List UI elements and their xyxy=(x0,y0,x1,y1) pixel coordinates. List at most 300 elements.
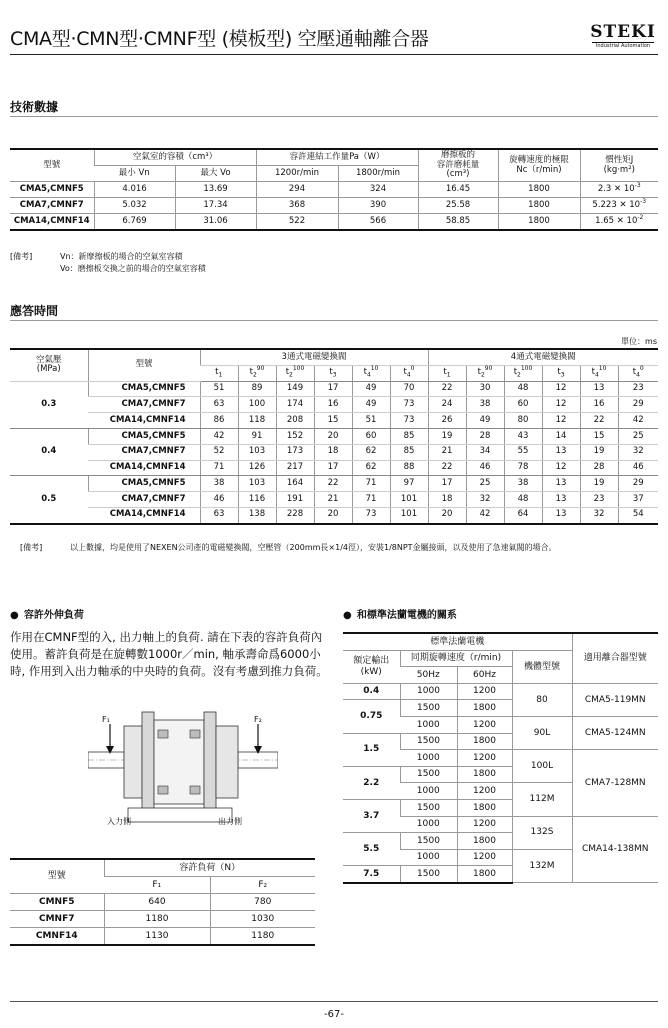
response-value: 13 xyxy=(542,492,580,508)
response-t-sup: 100 xyxy=(520,365,533,373)
response-pressure: 0.3 xyxy=(10,381,88,428)
response-value: 24 xyxy=(428,397,466,413)
response-col-model: 型號 xyxy=(88,349,200,381)
response-t-sup: 90 xyxy=(256,365,265,373)
response-value: 20 xyxy=(314,507,352,523)
response-pressure: 0.5 xyxy=(10,476,88,524)
page-title: CMA型·CMN型·CMNF型 (模板型) 空壓通軸離合器 xyxy=(10,28,429,50)
motor-r50: 1000 xyxy=(400,783,457,800)
response-value: 21 xyxy=(314,492,352,508)
response-heading-rule xyxy=(10,320,658,321)
motor-col-output xyxy=(343,650,400,683)
motor-frame: 132S xyxy=(512,816,572,849)
response-value: 25 xyxy=(466,476,504,492)
spec-vn: 4.016 xyxy=(94,182,175,198)
response-value: 20 xyxy=(314,428,352,444)
response-t-label xyxy=(200,365,238,381)
response-t-label xyxy=(542,365,580,381)
response-value: 173 xyxy=(276,444,314,460)
response-value: 48 xyxy=(504,381,542,397)
spec-nc: 1800 xyxy=(498,198,580,214)
response-row xyxy=(10,476,658,492)
logo-subtitle: Industrial Automation xyxy=(595,43,651,49)
spec-note-2: Vo：磨擦板交換之前的場合的空氣室容積 xyxy=(60,264,206,273)
response-t-sub: 2 xyxy=(517,372,521,379)
response-col-pressure-line2: (MPa) xyxy=(36,364,61,375)
response-value: 49 xyxy=(466,413,504,429)
motor-r60: 1800 xyxy=(457,866,512,883)
response-value: 64 xyxy=(504,507,542,523)
spec-col-inertia xyxy=(580,149,658,182)
response-unit: 單位：ms xyxy=(621,337,657,346)
response-value: 71 xyxy=(200,460,238,476)
response-t-sup: 100 xyxy=(292,365,305,373)
response-value: 12 xyxy=(542,460,580,476)
motor-col-50hz: 50Hz xyxy=(400,667,457,684)
response-value: 12 xyxy=(542,397,580,413)
response-value: 16 xyxy=(314,397,352,413)
response-t-base: t xyxy=(477,367,481,378)
response-value: 14 xyxy=(542,428,580,444)
spec-inertia xyxy=(580,214,658,231)
response-value: 91 xyxy=(238,428,276,444)
response-row xyxy=(10,397,658,413)
spec-p1800: 390 xyxy=(338,198,418,214)
spec-p1200: 368 xyxy=(256,198,338,214)
load-row xyxy=(10,911,315,928)
response-value: 101 xyxy=(390,507,428,523)
response-row xyxy=(10,381,658,397)
response-value: 101 xyxy=(390,492,428,508)
motor-r50: 1000 xyxy=(400,750,457,767)
load-row xyxy=(10,894,315,911)
spec-vo: 13.69 xyxy=(175,182,256,198)
response-t-sub: 3 xyxy=(332,372,337,379)
logo-brand: STEKI xyxy=(590,22,656,42)
motor-r50: 1000 xyxy=(400,849,457,866)
motor-frame: 132M xyxy=(512,849,572,883)
diagram-f2-label: F₂ xyxy=(254,715,262,724)
spec-col-speed-line1: 旋轉速度的極限 xyxy=(509,154,569,165)
header-divider xyxy=(10,54,658,55)
load-model: CMNF7 xyxy=(10,911,104,928)
footer-divider xyxy=(10,1001,658,1002)
response-model: CMA14,CMNF14 xyxy=(88,460,200,476)
response-value: 13 xyxy=(542,507,580,523)
motor-frame: 90L xyxy=(512,716,572,749)
response-value: 70 xyxy=(390,381,428,397)
response-value: 25 xyxy=(618,428,658,444)
response-t-label xyxy=(390,365,428,381)
response-value: 22 xyxy=(580,413,618,429)
load-model: CMNF5 xyxy=(10,894,104,911)
response-value: 63 xyxy=(200,397,238,413)
load-model: CMNF14 xyxy=(10,928,104,946)
response-t-label xyxy=(352,365,390,381)
spec-inertia xyxy=(580,198,658,214)
spec-col-wear xyxy=(418,149,498,182)
load-f1: 1180 xyxy=(104,911,210,928)
motor-heading: 和標準法蘭電機的關系 xyxy=(356,610,457,621)
spec-inertia-base: 2.3 ✕ 10 xyxy=(597,183,635,194)
response-value: 32 xyxy=(580,507,618,523)
response-t-base: t xyxy=(513,367,518,378)
response-value: 152 xyxy=(276,428,314,444)
spec-wear: 58.85 xyxy=(418,214,498,231)
spec-col-max-vo: 最大 Vo xyxy=(175,166,256,182)
motor-col-output-line2: (kW) xyxy=(360,666,382,677)
response-value: 49 xyxy=(352,381,390,397)
motor-r50: 1500 xyxy=(400,833,457,850)
response-value: 103 xyxy=(238,444,276,460)
response-value: 13 xyxy=(580,381,618,397)
response-heading: 應答時間 xyxy=(10,304,59,318)
response-value: 12 xyxy=(542,413,580,429)
response-value: 208 xyxy=(276,413,314,429)
spec-col-1200: 1200r/min xyxy=(256,166,338,182)
spec-inertia-base: 5.223 ✕ 10 xyxy=(592,199,641,210)
response-t-sub: 3 xyxy=(560,372,565,379)
spec-heading-rule xyxy=(10,116,658,117)
response-value: 17 xyxy=(314,381,352,397)
response-row xyxy=(10,413,658,429)
response-value: 85 xyxy=(390,428,428,444)
response-value: 19 xyxy=(580,444,618,460)
response-value: 164 xyxy=(276,476,314,492)
response-value: 51 xyxy=(352,413,390,429)
spec-col-air-consumption: 容許連結工作量Pa（W） xyxy=(256,149,418,166)
response-t-sub: 4 xyxy=(406,372,411,379)
load-f1: 640 xyxy=(104,894,210,911)
response-value: 16 xyxy=(580,397,618,413)
spec-col-inertia-line2: (kg·m²) xyxy=(603,164,635,175)
response-value: 22 xyxy=(428,381,466,397)
response-value: 46 xyxy=(466,460,504,476)
spec-model: CMA7,CMNF7 xyxy=(10,198,94,214)
diagram-input-side: 入力側 xyxy=(107,817,131,826)
response-value: 48 xyxy=(504,492,542,508)
response-t-label xyxy=(580,365,618,381)
response-value: 54 xyxy=(618,507,658,523)
response-value: 86 xyxy=(200,413,238,429)
response-t-sup: 10 xyxy=(598,365,607,373)
load-col-model: 型號 xyxy=(10,859,104,894)
response-value: 22 xyxy=(314,476,352,492)
response-value: 85 xyxy=(390,444,428,460)
motor-kw: 3.7 xyxy=(343,799,400,832)
load-f2: 1180 xyxy=(210,928,315,946)
response-value: 191 xyxy=(276,492,314,508)
response-thead xyxy=(10,349,658,381)
response-t-base: t xyxy=(403,367,407,378)
response-table xyxy=(10,348,658,525)
steki-logo xyxy=(588,23,658,49)
response-value: 174 xyxy=(276,397,314,413)
response-value: 38 xyxy=(504,476,542,492)
response-t-sub: 1 xyxy=(218,372,223,379)
motor-col-output-line1: 額定輸出 xyxy=(353,656,390,667)
motor-r60: 1800 xyxy=(457,833,512,850)
response-value: 118 xyxy=(238,413,276,429)
spec-inertia xyxy=(580,182,658,198)
motor-clutch: CMA14-138MN xyxy=(572,816,658,883)
spec-wear: 16.45 xyxy=(418,182,498,198)
spec-col-speed xyxy=(498,149,580,182)
response-pressure: 0.4 xyxy=(10,428,88,475)
response-t-sub: 4 xyxy=(594,372,599,379)
spec-row xyxy=(10,182,658,198)
spec-col-wear-line3: (cm³) xyxy=(446,169,470,180)
spec-vo: 17.34 xyxy=(175,198,256,214)
load-paragraph: 作用在CMNF型的入, 出力軸上的負荷. 請在下表的容許負荷內使用。蓄許負荷是在旋轉數1000r／min, 軸承壽命爲6000小時, 作用到入出力軸承的中央時的負荷。沒有考慮到推力負荷。 xyxy=(10,630,328,678)
response-t-base: t xyxy=(443,367,447,378)
motor-r50: 1000 xyxy=(400,683,457,700)
spec-col-wear-line1: 磨擦板的 xyxy=(440,149,475,160)
diagram-output-side: 出力側 xyxy=(218,817,242,826)
motor-r60: 1200 xyxy=(457,750,512,767)
response-value: 126 xyxy=(238,460,276,476)
motor-kw: 1.5 xyxy=(343,733,400,766)
motor-table xyxy=(343,632,658,884)
spec-inertia-exp: -2 xyxy=(637,213,644,221)
response-value: 42 xyxy=(200,428,238,444)
response-value: 32 xyxy=(618,444,658,460)
response-row xyxy=(10,428,658,444)
response-group-3way: 3通式電磁變換閥 xyxy=(200,349,428,365)
response-value: 71 xyxy=(352,492,390,508)
response-t-base: t xyxy=(632,367,637,378)
load-header-row-1 xyxy=(10,859,315,877)
spec-model: CMA5,CMNF5 xyxy=(10,182,94,198)
spec-vn: 6.769 xyxy=(94,214,175,231)
response-value: 13 xyxy=(542,476,580,492)
spec-col-1800: 1800r/min xyxy=(338,166,418,182)
response-t-sub: 2 xyxy=(252,372,257,379)
response-value: 28 xyxy=(466,428,504,444)
response-value: 29 xyxy=(618,397,658,413)
response-t-sup: 0 xyxy=(639,365,644,373)
response-model: CMA5,CMNF5 xyxy=(88,476,200,492)
motor-r60: 1800 xyxy=(457,733,512,750)
response-value: 15 xyxy=(580,428,618,444)
response-model: CMA5,CMNF5 xyxy=(88,381,200,397)
load-f2: 780 xyxy=(210,894,315,911)
response-model: CMA14,CMNF14 xyxy=(88,507,200,523)
load-heading: 容許外伸負荷 xyxy=(23,610,84,621)
response-value: 228 xyxy=(276,507,314,523)
response-value: 73 xyxy=(352,507,390,523)
response-value: 42 xyxy=(618,413,658,429)
motor-r60: 1200 xyxy=(457,816,512,833)
motor-col-frame: 機體型號 xyxy=(512,650,572,683)
response-value: 60 xyxy=(352,428,390,444)
response-t-label xyxy=(428,365,466,381)
spec-inertia-exp: -3 xyxy=(634,181,641,189)
spec-p1800: 566 xyxy=(338,214,418,231)
response-t-sub: 1 xyxy=(446,372,451,379)
response-value: 18 xyxy=(428,492,466,508)
response-t-base: t xyxy=(329,367,333,378)
spec-nc: 1800 xyxy=(498,214,580,231)
spec-p1800: 324 xyxy=(338,182,418,198)
response-value: 71 xyxy=(352,476,390,492)
response-t-base: t xyxy=(591,367,595,378)
response-value: 13 xyxy=(542,444,580,460)
response-model: CMA7,CMNF7 xyxy=(88,492,200,508)
response-value: 23 xyxy=(618,381,658,397)
load-col-f2: F₂ xyxy=(210,877,315,894)
response-value: 38 xyxy=(200,476,238,492)
response-t-sub: 4 xyxy=(636,372,640,379)
response-t-sup: 10 xyxy=(370,365,379,373)
response-tbody xyxy=(10,381,658,524)
motor-r60: 1800 xyxy=(457,799,512,816)
motor-header-row-1 xyxy=(343,633,658,650)
motor-col-clutch: 適用離合器型號 xyxy=(572,633,658,683)
load-section-header xyxy=(10,603,84,622)
response-value: 60 xyxy=(504,397,542,413)
response-value: 18 xyxy=(314,444,352,460)
response-value: 46 xyxy=(618,460,658,476)
response-t-sub: 2 xyxy=(480,372,485,379)
response-t-base: t xyxy=(557,367,561,378)
spec-inertia-exp: -3 xyxy=(640,197,647,205)
response-value: 62 xyxy=(352,460,390,476)
motor-kw: 0.75 xyxy=(343,700,400,733)
response-value: 55 xyxy=(504,444,542,460)
motor-kw: 5.5 xyxy=(343,833,400,866)
spec-col-wear-line2: 容許磨耗量 xyxy=(436,159,480,170)
response-t-sub: 4 xyxy=(366,372,371,379)
spec-note-label: [備考] xyxy=(10,252,33,261)
response-value: 73 xyxy=(390,413,428,429)
page-number: -67- xyxy=(324,1009,344,1020)
response-value: 46 xyxy=(200,492,238,508)
spec-table xyxy=(10,148,658,231)
spec-nc: 1800 xyxy=(498,182,580,198)
load-table xyxy=(10,858,315,946)
response-value: 62 xyxy=(352,444,390,460)
response-row xyxy=(10,460,658,476)
spec-p1200: 522 xyxy=(256,214,338,231)
motor-r60: 1800 xyxy=(457,766,512,783)
response-value: 23 xyxy=(580,492,618,508)
response-row xyxy=(10,507,658,523)
response-note: 以上數據，均是使用了NEXEN公司產的電磁變換閥，空壓管（200mm長×1/4徑），安裝1/8NPT金屬接頭，以及使用了急速氣閥的場合。 xyxy=(70,543,557,552)
spec-heading: 技術數據 xyxy=(10,100,59,114)
response-t-base: t xyxy=(249,367,253,378)
load-row xyxy=(10,928,315,946)
response-col-pressure xyxy=(10,349,88,381)
motor-r50: 1000 xyxy=(400,816,457,833)
motor-r60: 1200 xyxy=(457,783,512,800)
spec-col-speed-line2: Nc（r/min) xyxy=(516,164,562,175)
motor-clutch: CMA7-128MN xyxy=(572,750,658,816)
response-value: 15 xyxy=(314,413,352,429)
response-note-label: [備考] xyxy=(20,543,43,552)
response-value: 51 xyxy=(200,381,238,397)
response-t-label xyxy=(504,365,542,381)
response-value: 80 xyxy=(504,413,542,429)
spec-row xyxy=(10,198,658,214)
response-value: 63 xyxy=(200,507,238,523)
spec-col-model: 型號 xyxy=(10,149,94,182)
spec-model: CMA14,CMNF14 xyxy=(10,214,94,231)
motor-kw: 0.4 xyxy=(343,683,400,700)
motor-r50: 1500 xyxy=(400,700,457,717)
response-t-base: t xyxy=(215,367,219,378)
response-value: 20 xyxy=(428,507,466,523)
motor-col-sync: 同期旋轉速度（r/min) xyxy=(400,650,512,667)
response-t-base: t xyxy=(285,367,290,378)
motor-r50: 1500 xyxy=(400,766,457,783)
spec-wear: 25.58 xyxy=(418,198,498,214)
response-value: 21 xyxy=(428,444,466,460)
response-group-4way: 4通式電磁變換閥 xyxy=(428,349,658,365)
response-model: CMA14,CMNF14 xyxy=(88,413,200,429)
motor-r50: 1500 xyxy=(400,866,457,883)
response-value: 12 xyxy=(542,381,580,397)
response-value: 38 xyxy=(466,397,504,413)
motor-section-header xyxy=(343,603,457,622)
response-value: 88 xyxy=(390,460,428,476)
response-value: 19 xyxy=(580,476,618,492)
response-model: CMA5,CMNF5 xyxy=(88,428,200,444)
response-t-sup: 0 xyxy=(410,365,415,373)
response-value: 42 xyxy=(466,507,504,523)
response-value: 30 xyxy=(466,381,504,397)
response-value: 32 xyxy=(466,492,504,508)
motor-r50: 1000 xyxy=(400,716,457,733)
motor-r50: 1500 xyxy=(400,733,457,750)
spec-vo: 31.06 xyxy=(175,214,256,231)
response-t-label xyxy=(276,365,314,381)
response-value: 97 xyxy=(390,476,428,492)
response-model: CMA7,CMNF7 xyxy=(88,397,200,413)
response-t-label xyxy=(238,365,276,381)
load-f1: 1130 xyxy=(104,928,210,946)
motor-r50: 1500 xyxy=(400,799,457,816)
bullet-dot-icon: ● xyxy=(343,610,352,621)
response-value: 28 xyxy=(580,460,618,476)
spec-note-1: Vn：新摩擦板的場合的空氣室容積 xyxy=(60,252,183,261)
response-value: 29 xyxy=(618,476,658,492)
motor-clutch: CMA5-119MN xyxy=(572,683,658,716)
spec-header-row-1 xyxy=(10,149,658,166)
motor-row xyxy=(343,683,658,700)
spec-col-inertia-line1: 慣性矩J xyxy=(605,154,634,165)
response-value: 78 xyxy=(504,460,542,476)
bullet-dot-icon: ● xyxy=(10,610,19,621)
response-t-label xyxy=(314,365,352,381)
spec-p1200: 294 xyxy=(256,182,338,198)
response-value: 52 xyxy=(200,444,238,460)
response-value: 89 xyxy=(238,381,276,397)
motor-r60: 1800 xyxy=(457,700,512,717)
response-t-base: t xyxy=(363,367,367,378)
response-model: CMA7,CMNF7 xyxy=(88,444,200,460)
response-value: 73 xyxy=(390,397,428,413)
motor-frame: 100L xyxy=(512,750,572,783)
response-value: 149 xyxy=(276,381,314,397)
response-header-row-1 xyxy=(10,349,658,365)
response-t-label xyxy=(466,365,504,381)
response-t-sub: 2 xyxy=(289,372,293,379)
response-value: 22 xyxy=(428,460,466,476)
response-value: 100 xyxy=(238,397,276,413)
load-col-f1: F₁ xyxy=(104,877,210,894)
motor-kw: 7.5 xyxy=(343,866,400,883)
